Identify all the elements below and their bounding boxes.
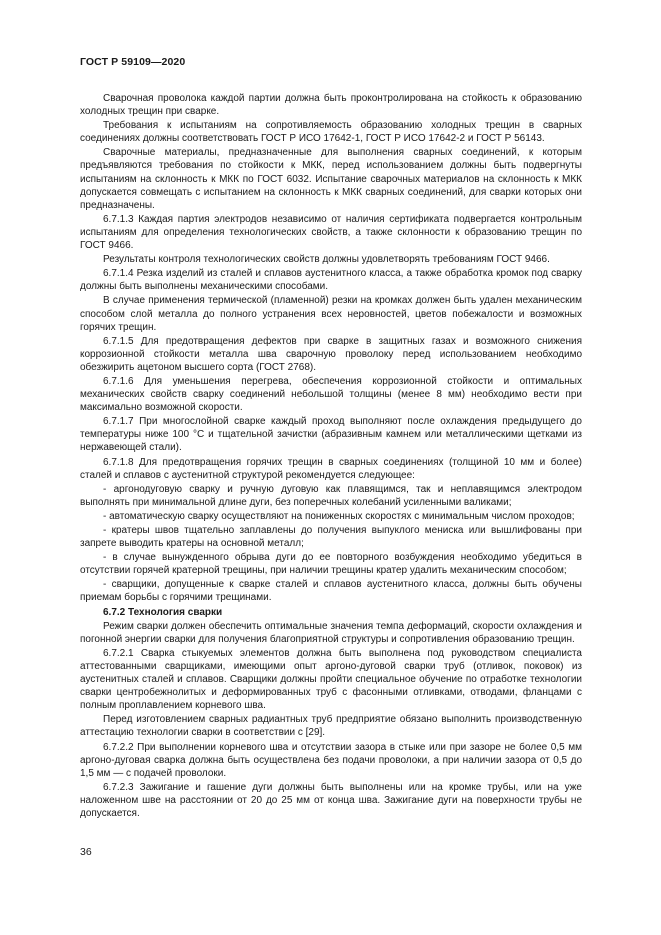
paragraph: В случае применения термической (пламенной) резки на кромках должен быть удален механическим способом слой металла до полного устранения всех неровностей, цветов побежалости и возможных горячих трещин. bbox=[80, 295, 582, 333]
list-item: - сварщики, допущенные к сварке сталей и сплавов аустенитного класса, должны быть обучены приемам борьбы с горячими трещинами. bbox=[80, 579, 582, 604]
paragraph: Сварочная проволока каждой партии должна быть проконтролирована на стойкость к образованию холодных трещин при сварке. bbox=[80, 93, 582, 118]
paragraph: Режим сварки должен обеспечить оптимальные значения темпа деформаций, скорости охлаждения и погонной энергии сварки для получения благоприятной структуры и сопротивления образованию трещин. bbox=[80, 620, 582, 645]
paragraph: Сварочные материалы, предназначенные для выполнения сварных соединений, к которым предъявляются требования по стойкости к МКК, перед использованием должны быть подвергнуты испытаниям на склонность к МКК по ГОСТ 6032. Испытание сварочных материалов на склонность к МКК допускается совмещать с испытанием на склонность к МКК сварных соединений, для сварки которых они предназначены. bbox=[80, 147, 582, 211]
paragraph: 6.7.1.8 Для предотвращения горячих трещин в сварных соединениях (толщиной 10 мм и более) сталей и сплавов с аустенитной структурой рекомендуется следующее: bbox=[80, 456, 582, 481]
paragraph: 6.7.1.4 Резка изделий из сталей и сплавов аустенитного класса, а также обработка кромок под сварку должны быть выполнены механическими способами. bbox=[80, 268, 582, 293]
document-body bbox=[80, 92, 582, 820]
list-item: - кратеры швов тщательно заплавлены до получения выпуклого мениска или вышлифованы при запрете выводить кратеры на основной металл; bbox=[80, 525, 582, 550]
section-heading: 6.7.2 Технология сварки bbox=[103, 606, 223, 618]
list-item: - аргонодуговую сварку и ручную дуговую как плавящимся, так и неплавящимся электродом выполнять при минимальной длине дуги, без поперечных колебаний усиленными валиками; bbox=[80, 483, 582, 508]
paragraph: 6.7.2.3 Зажигание и гашение дуги должны быть выполнены или на кромке трубы, или на уже наложенном шве на расстоянии от 20 до 25 мм от конца шва. Зажигание дуги на поверхности трубы не допускается. bbox=[80, 781, 582, 819]
document-header: ГОСТ Р 59109—2020 bbox=[80, 56, 186, 68]
paragraph: Результаты контроля технологических свойств должны удовлетворять требованиям ГОСТ 9466. bbox=[103, 254, 550, 266]
paragraph: 6.7.1.3 Каждая партия электродов независимо от наличия сертификата подвергается контрольным испытаниям для определения технологических свойств, а также склонности к образованию трещин по ГОСТ 9466. bbox=[80, 213, 582, 252]
paragraph: 6.7.1.6 Для уменьшения перегрева, обеспечения коррозионной стойкости и оптимальных механических свойств сварку соединений небольшой толщины (менее 8 мм) необходимо вести при максимально возможной скорости. bbox=[80, 375, 582, 414]
paragraph: 6.7.2.2 При выполнении корневого шва и отсутствии зазора в стыке или при зазоре не более 0,5 мм аргоно-дуговая сварка должна быть осуществлена без подачи проволоки, а при наличии зазора от 0,5 до 1,5 мм — с подачей проволоки. bbox=[80, 741, 582, 779]
list-item: - автоматическую сварку осуществляют на пониженных скоростях с минимальным числом проходов; bbox=[103, 510, 575, 522]
paragraph: Перед изготовлением сварных радиантных труб предприятие обязано выполнить производственную аттестацию технологии сварки в соответствии с [29]. bbox=[80, 714, 582, 739]
paragraph: 6.7.1.5 Для предотвращения дефектов при сварке в защитных газах и возможного снижения коррозионной стойкости металла шва сварочную проволоку перед использованием необходимо обезжирить ацетоном высшего сорта (ГОСТ 2768). bbox=[80, 335, 582, 373]
page-number: 36 bbox=[80, 846, 92, 858]
paragraph: 6.7.1.7 При многослойной сварке каждый проход выполняют после охлаждения предыдущего до температуры ниже 100 °С и тщательной зачистки (абразивным камнем или металлическими щетками из нержавеющей стали). bbox=[80, 416, 582, 454]
paragraph: Требования к испытаниям на сопротивляемость образованию холодных трещин в сварных соединениях должны соответствовать ГОСТ Р ИСО 17642-1, ГОСТ Р ИСО 17642-2 и ГОСТ Р 56143. bbox=[80, 120, 582, 145]
paragraph: 6.7.2.1 Сварка стыкуемых элементов должна быть выполнена под руководством специалиста аттестованными сварщиками, имеющими опыт аргоно-дуговой сварки труб (отливок, поковок) из аустенитных сталей и сплавов. Сварщики должны пройти специальное обучение по отработке технологии сварки центробежнолитых и деформированных труб с фасонными отливками, отводами, фланцами с полным проплавлением корневого шва. bbox=[80, 647, 582, 712]
list-item: - в случае вынужденного обрыва дуги до ее повторного возбуждения необходимо убедиться в отсутствии горячей кратерной трещины, при наличии трещины кратер удалить механическим способом; bbox=[80, 552, 582, 577]
